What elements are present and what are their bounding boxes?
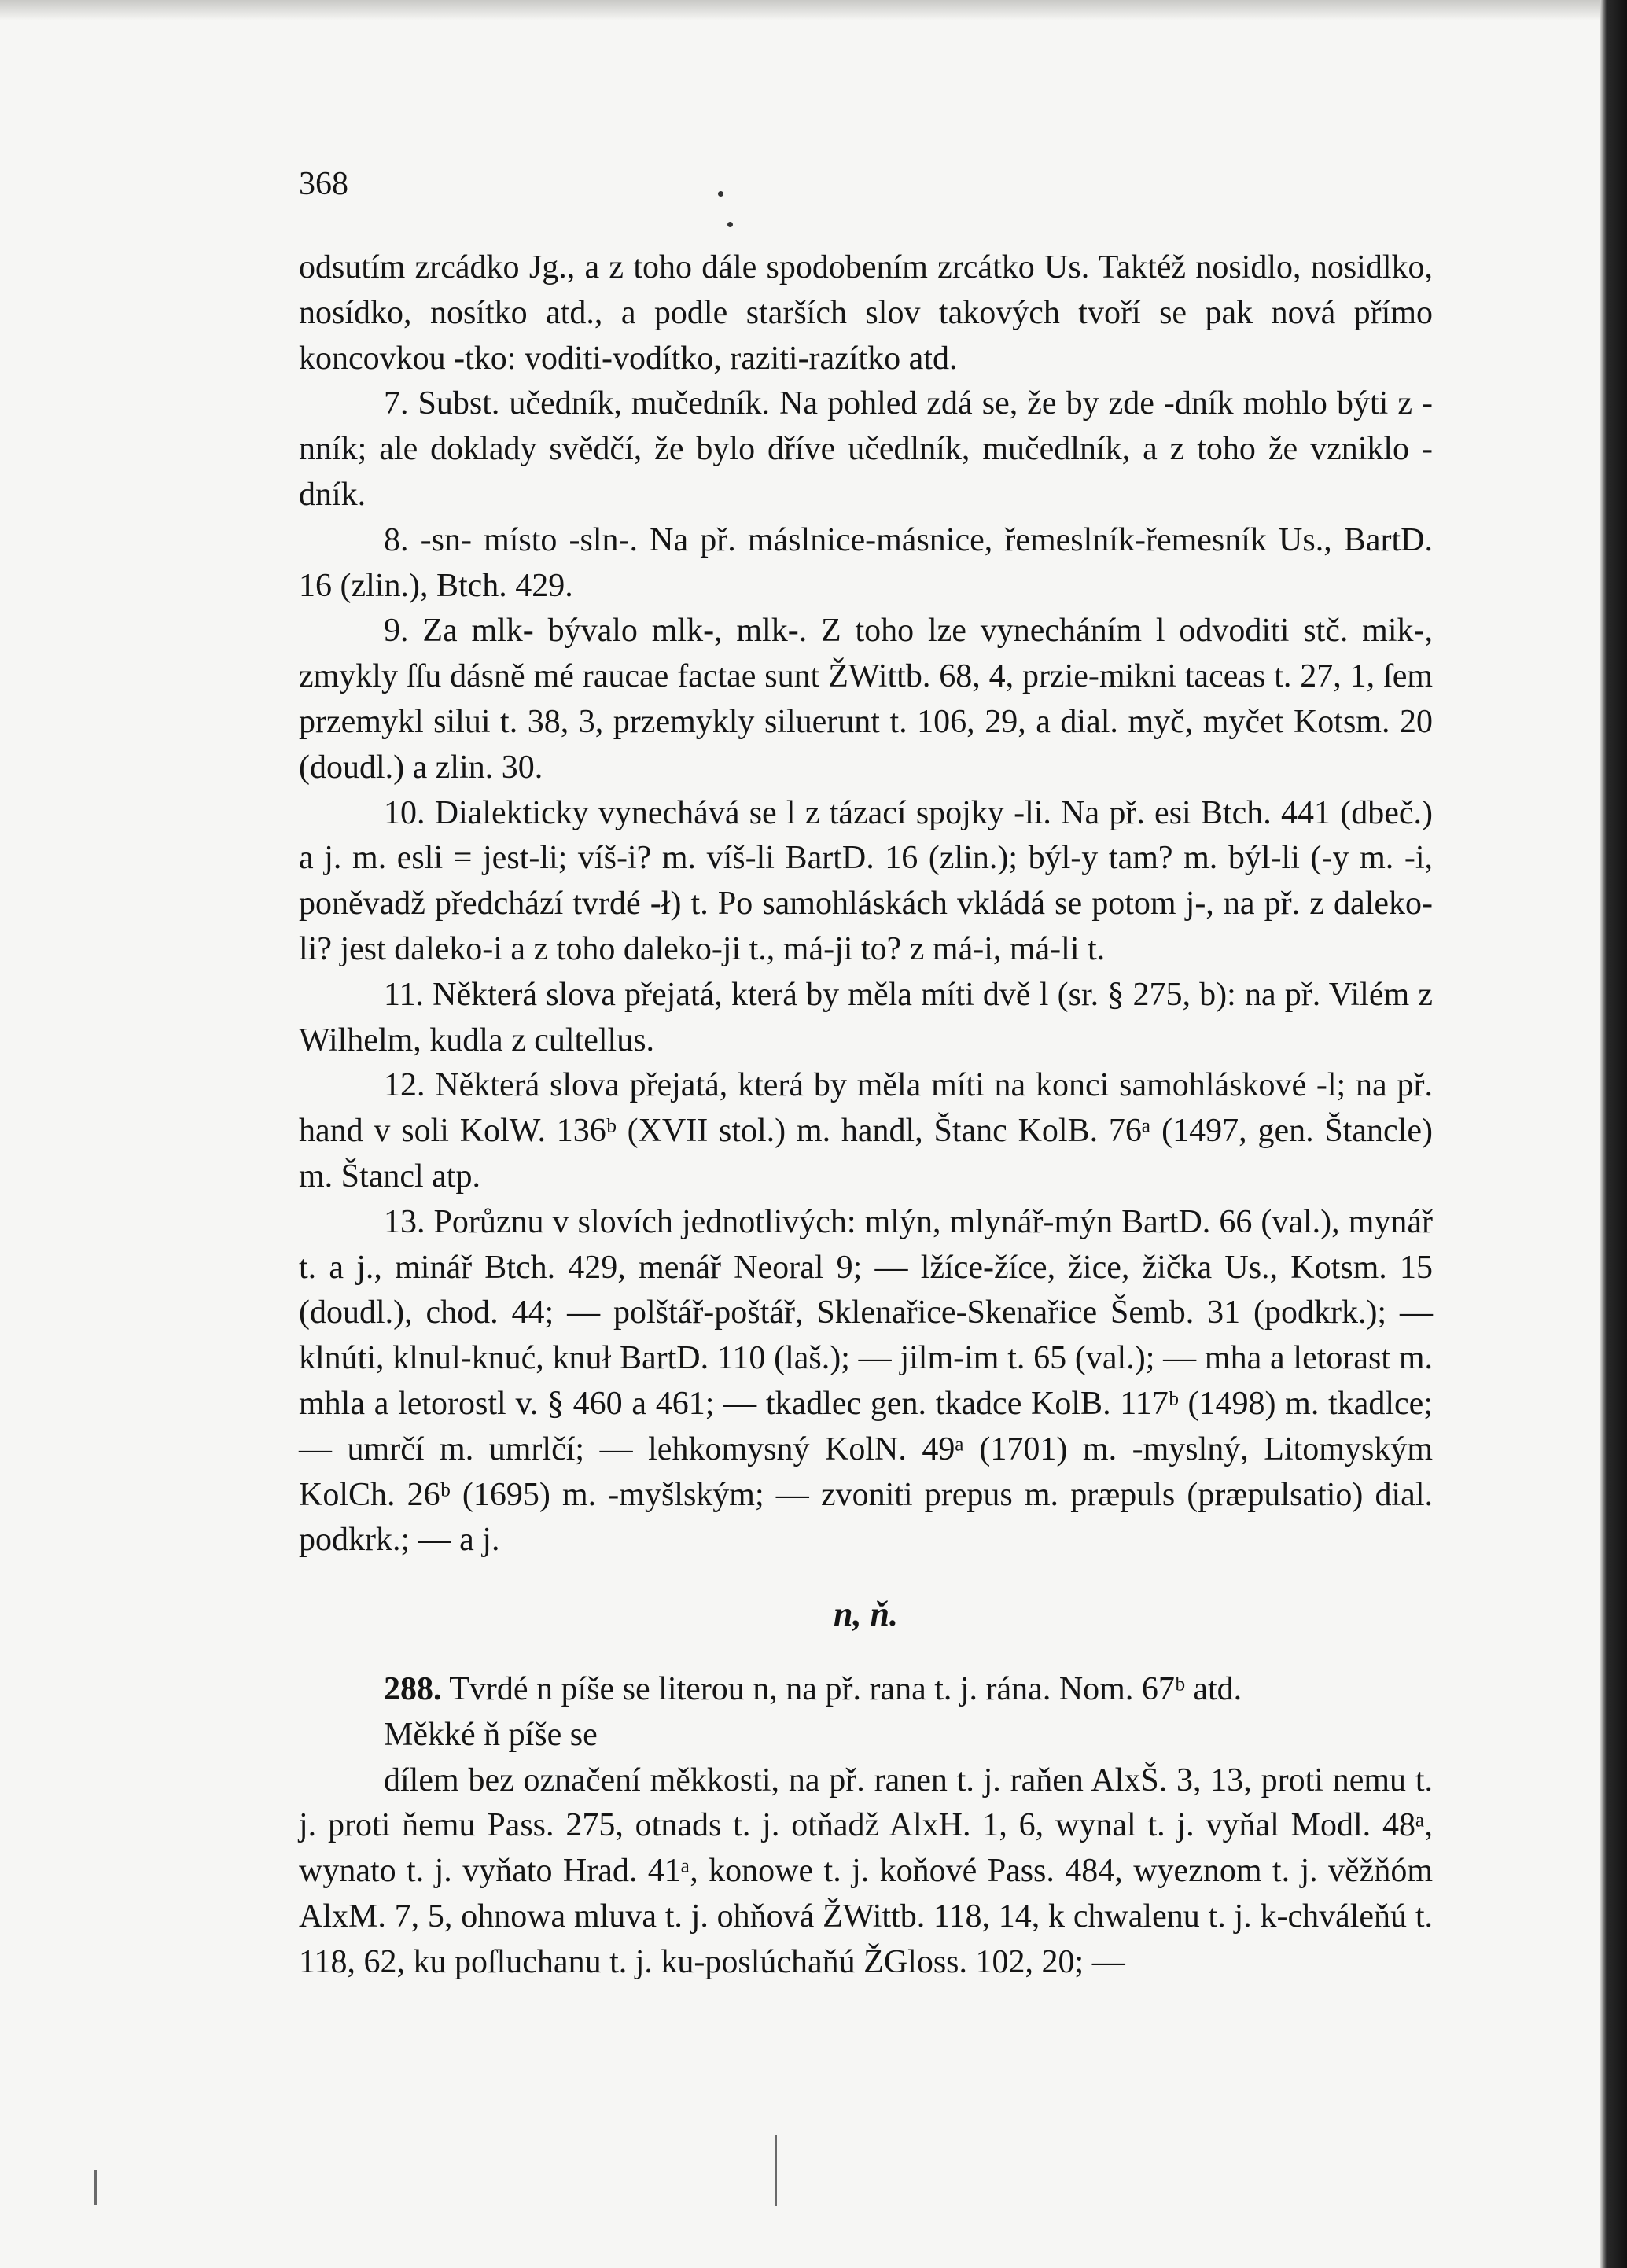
paragraph-7: 7. Subst. učedník, mučedník. Na pohled zdá se, že by zde -dník mohlo býti z -nník; ale doklady svědčí, že bylo dříve učedlník, mučedlník, a z toho že vzniklo -dník. — [299, 385, 1433, 513]
paragraph-12: 12. Některá slova přejatá, která by měla míti na konci samohláskové -l; na př. hand v soli KolW. 136ᵇ (XVII stol.) m. handl, Štanc KolB. 76ᵃ (1497, gen. Štancle) m. Štancl atp. — [299, 1067, 1433, 1195]
paragraph-288-lead — [299, 1667, 1433, 1713]
paragraph-288-soft: Měkké ň píše se — [384, 1716, 598, 1753]
section-heading: n, ň. — [834, 1595, 898, 1634]
body-text — [299, 245, 1433, 1985]
paragraph-288-body: dílem bez označení měkkosti, na př. ranen t. j. raňen AlxŠ. 3, 13, proti nemu t. j. proti ňemu Pass. 275, otnads t. j. otňadž AlxH. 1, 6, wynal t. j. vyňal Modl. 48ᵃ, wynato t. j. vyňato Hrad. 41ᵃ, konowe t. j. koňové Pass. 484, wyeznom t. j. věžňóm AlxM. 7, 5, ohnowa mluva t. j. ohňová ŽWittb. 118, 14, k chwalenu t. j. k-chváleňú t. 118, 62, ku poſluchanu t. j. ku-poslúchaňú ŽGloss. 102, 20; — — [299, 1762, 1433, 1980]
scan-speck — [727, 222, 733, 227]
paragraph-11: 11. Některá slova přejatá, která by měla míti dvě l (sr. § 275, b): na př. Vilém z Wilhelm, kudla z cultellus. — [299, 976, 1433, 1059]
scan-right-edge — [1600, 0, 1627, 2268]
paragraph-288-text: Tvrdé n píše se literou n, na př. rana t. j. rána. Nom. 67ᵇ atd. — [449, 1670, 1242, 1707]
paragraph-8: 8. -sn- místo -sln-. Na př. máslnice-másnice, řemeslník-řemesník Us., BartD. 16 (zlin.), Btch. 429. — [299, 521, 1433, 604]
section-number: 288. — [384, 1670, 442, 1707]
scan-top-shadow — [0, 0, 1600, 20]
scan-mark — [775, 2135, 777, 2206]
paragraph-13: 13. Porůznu v slovích jednotlivých: mlýn, mlynář-mýn BartD. 66 (val.), mynář t. a j., minář Btch. 429, menář Neoral 9; — lžíce-žíce, žice, žička Us., Kotsm. 15 (doudl.), chod. 44; — polštář-poštář, Sklenařice-Skenařice Šemb. 31 (podkrk.); — klnúti, klnul-knuć, knuł BartD. 110 (laš.); — jilm-im t. 65 (val.); — mha a letorast m. mhla a letorostl v. § 460 a 461; — tkadlec gen. tkadce KolB. 117ᵇ (1498) m. tkadlce; — umrčí m. umrlčí; — lehkomysný KolN. 49ᵃ (1701) m. -myslný, Litomyským KolCh. 26ᵇ (1695) m. -myšlským; — zvoniti prepus m. præpuls (præpulsatio) dial. podkrk.; — a j. — [299, 1203, 1433, 1559]
scan-mark — [94, 2170, 97, 2205]
paragraph-9: 9. Za mlk- bývalo mlk-, mlk-. Z toho lze vynecháním l odvoditi stč. mik-, zmykly ſſu dásně mé raucae factae sunt ŽWittb. 68, 4, przie-mikni taceas t. 27, 1, ſem przemykl silui t. 38, 3, przemykly siluerunt t. 106, 29, a dial. myč, myčet Kotsm. 20 (doudl.) a zlin. 30. — [299, 613, 1433, 786]
page-number: 368 — [299, 166, 348, 202]
paragraph-10: 10. Dialekticky vynechává se l z tázací spojky -li. Na př. esi Btch. 441 (dbeč.) a j. m. esli = jest-li; víš-i? m. víš-li BartD. 16 (zlin.); býl-y tam? m. býl-li (-y m. -i, poněvadž předchází tvrdé -ł) t. Po samohláskách vkládá se potom j-, na př. z daleko-li? jest daleko-i a z toho daleko-ji t., má-ji to? z má-i, má-li t. — [299, 794, 1433, 967]
scan-speck — [718, 191, 723, 197]
paragraph-continuation: odsutím zrcádko Jg., a z toho dále spodobením zrcátko Us. Taktéž nosidlo, nosidlko, nosídko, nosítko atd., a podle starších slov takových tvoří se pak nová přímo koncovkou -tko: voditi-vodítko, raziti-razítko atd. — [299, 249, 1433, 377]
